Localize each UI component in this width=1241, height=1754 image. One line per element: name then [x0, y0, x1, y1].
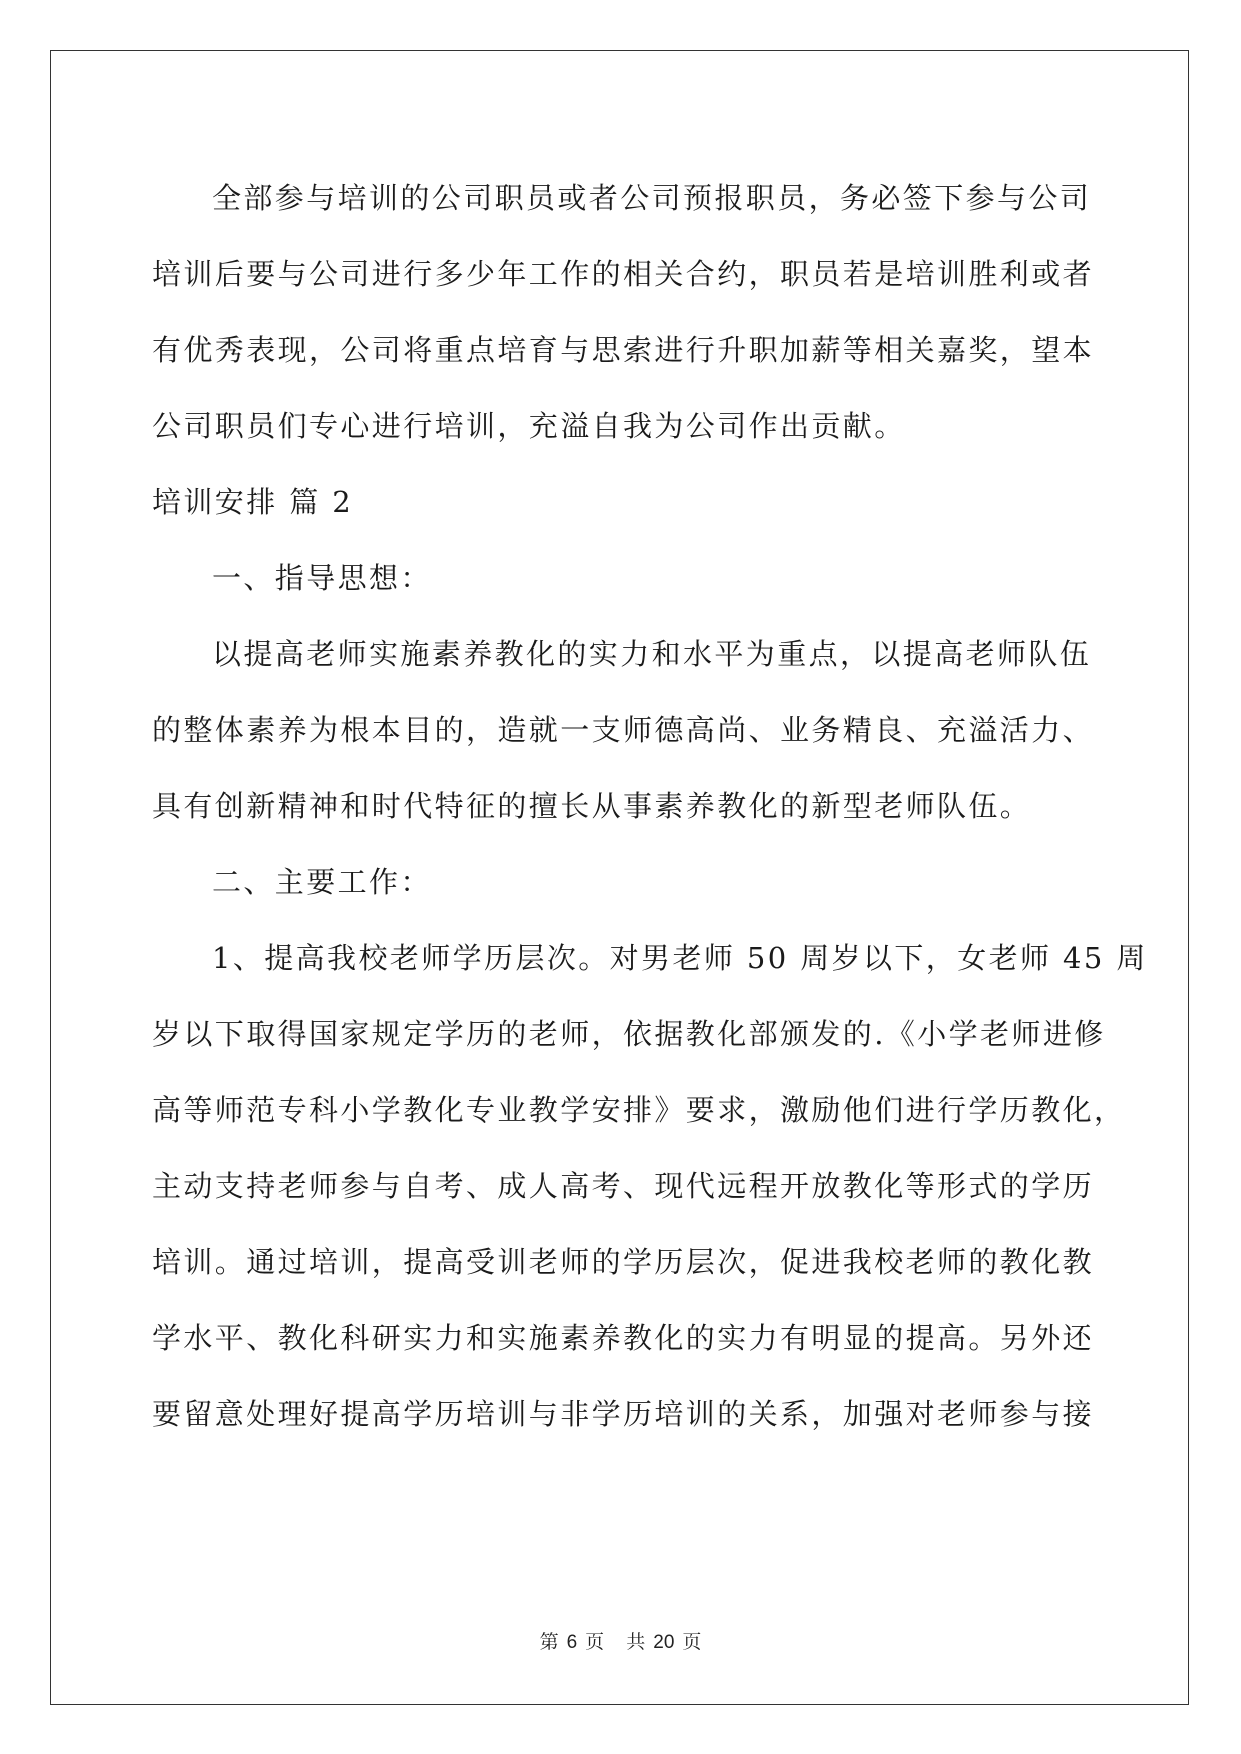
paragraph-line: 1、提高我校老师学历层次。对男老师 50 周岁以下，女老师 45 周 [212, 941, 1148, 975]
paragraph-line: 全部参与培训的公司职员或者公司预报职员，务必签下参与公司 [212, 181, 1092, 215]
paragraph-line: 要留意处理好提高学历培训与非学历培训的关系，加强对老师参与接 [152, 1397, 1095, 1431]
document-body [152, 160, 1148, 1452]
paragraph-line: 以提高老师实施素养教化的实力和水平为重点，以提高老师队伍 [212, 637, 1092, 671]
paragraph-line: 学水平、教化科研实力和实施素养教化的实力有明显的提高。另外还 [152, 1321, 1095, 1355]
subheading: 二、主要工作： [212, 865, 432, 899]
subheading: 一、指导思想： [212, 561, 432, 595]
paragraph-line: 高等师范专科小学教化专业教学安排》要求，激励他们进行学历教化， [152, 1093, 1126, 1127]
paragraph-line: 主动支持老师参与自考、成人高考、现代远程开放教化等形式的学历 [152, 1169, 1095, 1203]
page-total: 共 20 页 [626, 1631, 702, 1653]
paragraph-line: 培训后要与公司进行多少年工作的相关合约，职员若是培训胜利或者 [152, 257, 1095, 291]
paragraph-line: 公司职员们专心进行培训，充溢自我为公司作出贡献。 [152, 409, 906, 443]
section-heading: 培训安排 篇 2 [152, 485, 354, 519]
paragraph-line: 岁以下取得国家规定学历的老师，依据教化部颁发的.《小学老师进修 [152, 1017, 1106, 1051]
page-footer [0, 1630, 1241, 1655]
paragraph-line: 有优秀表现，公司将重点培育与思索进行升职加薪等相关嘉奖，望本 [152, 333, 1095, 367]
paragraph-line: 具有创新精神和时代特征的擅长从事素养教化的新型老师队伍。 [152, 789, 1032, 823]
page-number: 第 6 页 [539, 1631, 605, 1653]
paragraph-line: 的整体素养为根本目的，造就一支师德高尚、业务精良、充溢活力、 [152, 713, 1095, 747]
paragraph-line: 培训。通过培训，提高受训老师的学历层次，促进我校老师的教化教 [152, 1245, 1095, 1279]
